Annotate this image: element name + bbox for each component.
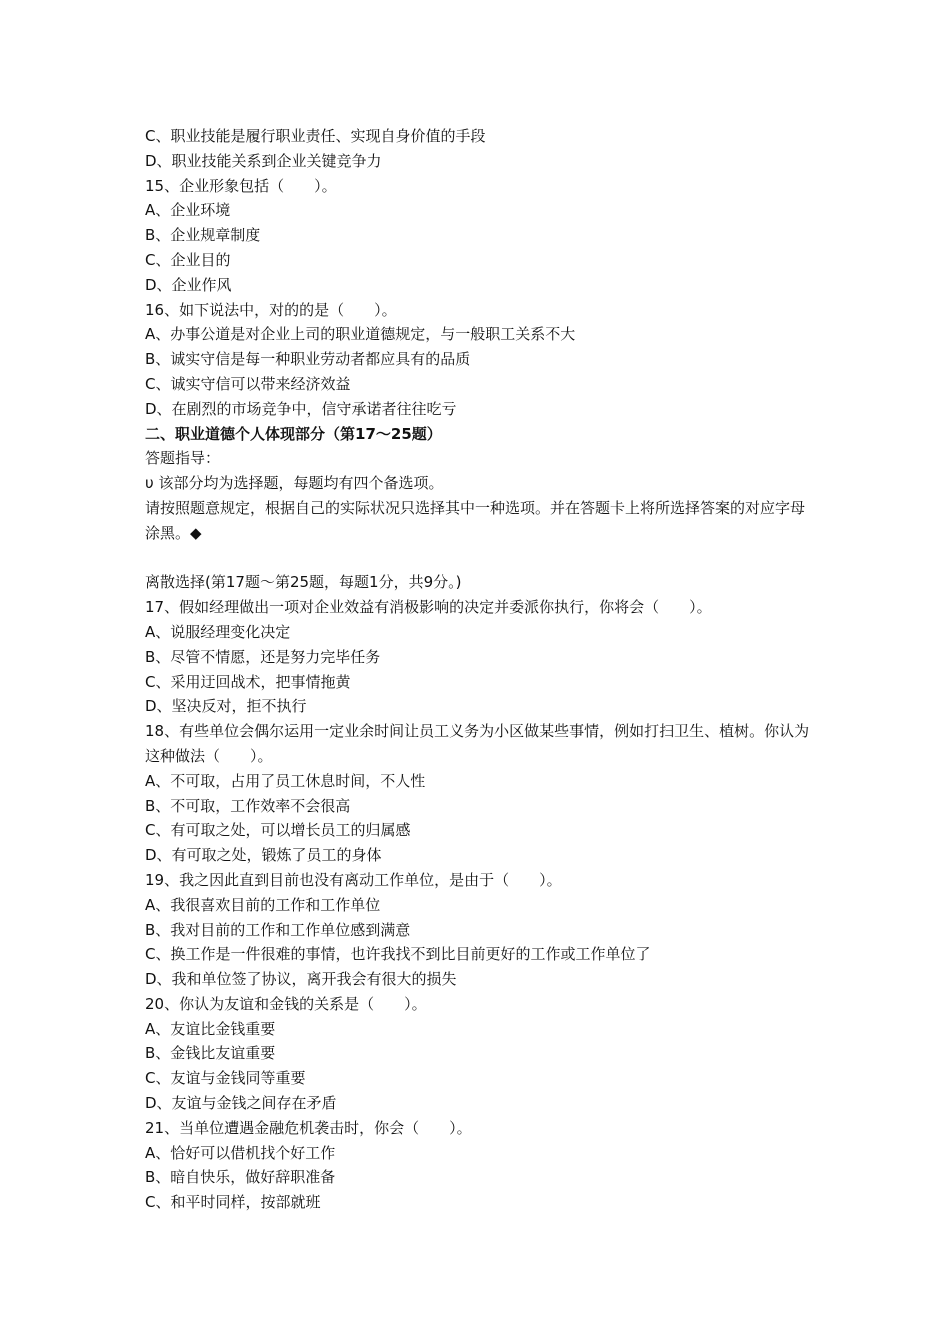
text-line: D、在剧烈的市场竞争中，信守承诺者往往吃亏 <box>145 399 457 418</box>
text-line: C、有可取之处，可以增长员工的归属感 <box>145 821 411 840</box>
text-line: C、诚实守信可以带来经济效益 <box>145 374 351 393</box>
text-line: A、恰好可以借机找个好工作 <box>145 1143 336 1162</box>
text-line: C、企业目的 <box>145 250 231 269</box>
blank-line <box>145 546 815 571</box>
text-line: B、我对目前的工作和工作单位感到满意 <box>145 920 411 939</box>
text-line: C、职业技能是履行职业责任、实现自身价值的手段 <box>145 127 486 145</box>
text-line: A、我很喜欢目前的工作和工作单位 <box>145 895 381 914</box>
text-line: 离散选择(第17题～第25题，每题1分，共9分。) <box>145 573 462 592</box>
text-line: B、企业规章制度 <box>145 226 261 245</box>
text-line: D、友谊与金钱之间存在矛盾 <box>145 1094 337 1113</box>
question-block-17 <box>145 570 815 719</box>
text-line: D、有可取之处，锻炼了员工的身体 <box>145 846 382 865</box>
question-18-stem: 18、有些单位会偶尔运用一定业余时间让员工义务为小区做某些事情，例如打扫卫生、植树。你认为这种做法（ ）。 <box>145 722 810 765</box>
text-line: C、采用迂回战术，把事情拖黄 <box>145 672 351 691</box>
text-line: B、暗自快乐，做好辞职准备 <box>145 1168 336 1187</box>
text-line: C、友谊与金钱同等重要 <box>145 1069 306 1088</box>
text-line: 16、如下说法中，对的的是（ ）。 <box>145 300 397 319</box>
text-line: D、我和单位签了协议，离开我会有很大的损失 <box>145 970 457 989</box>
text-line: A、办事公道是对企业上司的职业道德规定，与一般职工关系不大 <box>145 325 576 344</box>
text-line: D、企业作风 <box>145 275 232 294</box>
text-line: D、职业技能关系到企业关键竞争力 <box>145 151 382 170</box>
text-line: A、友谊比金钱重要 <box>145 1019 276 1038</box>
text-line: A、不可取，占用了员工休息时间，不人性 <box>145 771 426 790</box>
text-line: B、金钱比友谊重要 <box>145 1044 276 1063</box>
text-line: A、说服经理变化决定 <box>145 622 291 641</box>
text-line: B、不可取，工作效率不会很高 <box>145 796 351 815</box>
text-line: B、尽管不情愿，还是努力完毕任务 <box>145 647 381 666</box>
question-block-18-21 <box>145 769 815 1215</box>
text-line: 21、当单位遭遇金融危机袭击时，你会（ ）。 <box>145 1118 472 1137</box>
text-line: D、坚决反对，拒不执行 <box>145 697 307 716</box>
question-block-14-16 <box>145 124 815 422</box>
text-line: B、诚实守信是每一种职业劳动者都应具有的品质 <box>145 350 471 369</box>
text-line: C、和平时同样，按部就班 <box>145 1193 321 1212</box>
guide-title: 答题指导： <box>145 449 221 468</box>
text-line: 15、企业形象包括（ ）。 <box>145 176 337 195</box>
text-line: A、企业环境 <box>145 201 231 220</box>
guide-instruction-1: υ 该部分均为选择题，每题均有四个备选项。 <box>145 474 444 493</box>
text-line: 17、假如经理做出一项对企业效益有消极影响的决定并委派你执行，你将会（ ）。 <box>145 598 712 617</box>
guide-instruction-2: 请按照题意规定，根据自己的实际状况只选择其中一种选项。并在答题卡上将所选择答案的对应字母涂黑。◆ <box>145 498 806 542</box>
text-line: 20、你认为友谊和金钱的关系是（ ）。 <box>145 994 427 1013</box>
section-heading: 二、职业道德个人体现部分（第17～25题） <box>145 424 442 443</box>
text-line: C、换工作是一件很难的事情，也许我找不到比目前更好的工作或工作单位了 <box>145 945 651 964</box>
document-page <box>145 124 815 1215</box>
text-line: 19、我之因此直到目前也没有离动工作单位，是由于（ ）。 <box>145 870 562 889</box>
